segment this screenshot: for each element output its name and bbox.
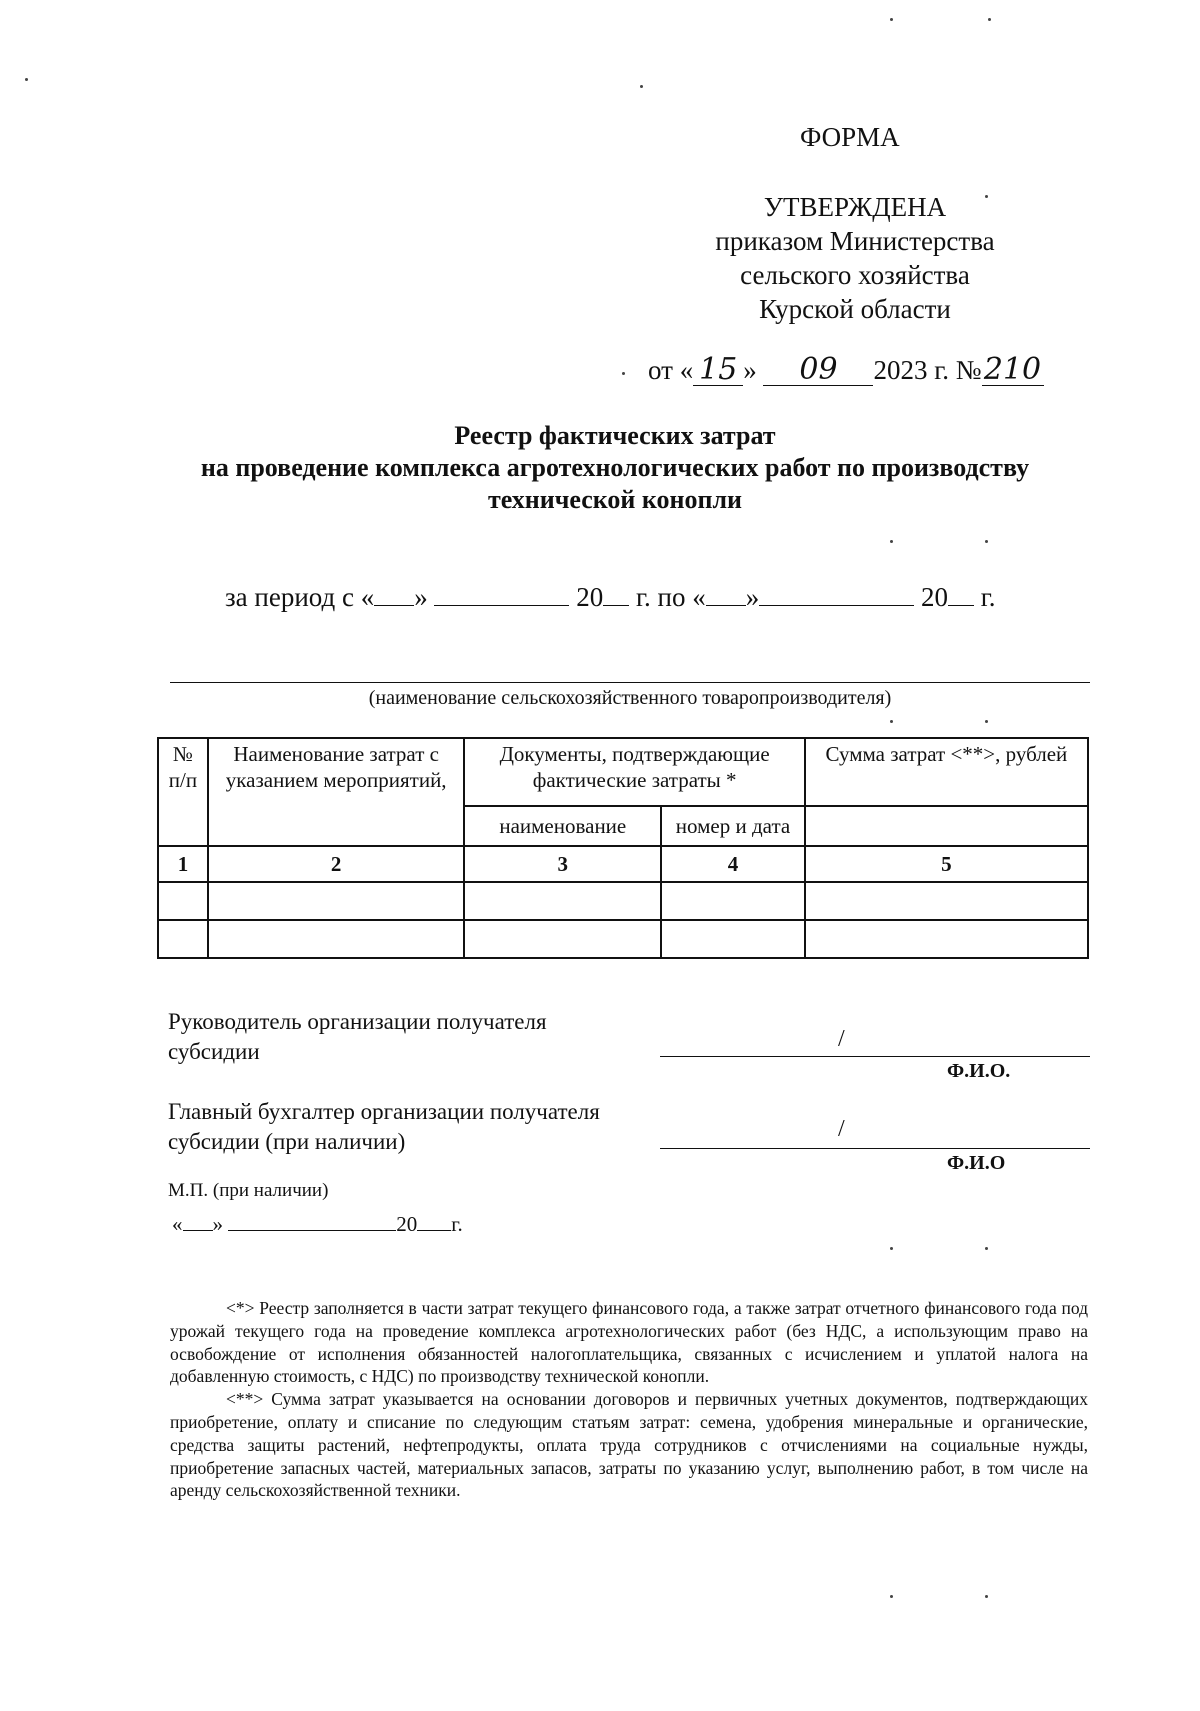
scan-speck bbox=[890, 1247, 893, 1250]
period-start-day-blank bbox=[374, 581, 414, 606]
accountant-fio-caption: Ф.И.О bbox=[947, 1152, 1006, 1174]
table-cell[interactable] bbox=[208, 882, 465, 920]
title-line-1: Реестр фактических затрат bbox=[454, 421, 776, 450]
period-start-year-blank bbox=[603, 581, 629, 606]
order-prefix: от « bbox=[648, 355, 694, 385]
head-signature-slash: / bbox=[838, 1026, 845, 1052]
period-line bbox=[225, 581, 996, 613]
scan-speck bbox=[890, 540, 893, 543]
scan-speck bbox=[988, 18, 991, 21]
order-date-line bbox=[648, 352, 1044, 387]
header-documents: Документы, подтверждающие фактические затраты * bbox=[464, 738, 804, 806]
table-cell[interactable] bbox=[464, 920, 661, 958]
order-quote-close: » bbox=[743, 355, 757, 385]
period-mid: г. по « bbox=[635, 582, 706, 612]
footnotes bbox=[170, 1297, 1088, 1502]
table-cell[interactable] bbox=[661, 882, 805, 920]
head-fio-caption: Ф.И.О. bbox=[947, 1060, 1011, 1082]
column-number-3: 3 bbox=[464, 846, 661, 882]
period-end-year-blank bbox=[948, 581, 974, 606]
document-title bbox=[150, 420, 1080, 516]
scan-speck bbox=[890, 720, 893, 723]
period-prefix: за период с « bbox=[225, 582, 375, 612]
period-q2: » bbox=[745, 582, 760, 612]
period-end-day-blank bbox=[706, 581, 746, 606]
organization-name-line bbox=[170, 682, 1090, 683]
scan-speck bbox=[985, 540, 988, 543]
date-year: 20 bbox=[396, 1212, 418, 1236]
period-year1: 20 bbox=[576, 582, 604, 612]
header-doc-number-date: номер и дата bbox=[661, 806, 805, 846]
scan-speck bbox=[622, 372, 625, 375]
accountant-signature-label: Главный бухгалтер организации получателя субсидии (при наличии) bbox=[168, 1099, 600, 1154]
head-signature-line bbox=[660, 1056, 1090, 1057]
date-suffix: г. bbox=[451, 1212, 463, 1236]
title-line-3: технической конопли bbox=[487, 485, 743, 514]
footnote-1: <*> Реестр заполняется в части затрат текущего финансового года, а также затрат отчетного финансового года под урожай текущего года на проведение комплекса агротехнологических работ (без НДС, а использующим право на освобождение от исполнения обязанностей налогоплательщика, связанных с исчислением и уплатой налога на добавленную стоимость, с НДС) по производству технической конопли. bbox=[170, 1298, 1088, 1387]
table-cell[interactable] bbox=[464, 882, 661, 920]
header-doc-name: наименование bbox=[464, 806, 661, 846]
table-row bbox=[158, 882, 1088, 920]
scan-speck bbox=[985, 1247, 988, 1250]
table-cell[interactable] bbox=[805, 882, 1088, 920]
table-cell[interactable] bbox=[805, 920, 1088, 958]
period-start-month-blank bbox=[434, 581, 569, 606]
organization-name-caption: (наименование сельскохозяйственного товаропроизводителя) bbox=[368, 687, 892, 709]
order-month: 09 bbox=[763, 355, 873, 386]
order-day: 15 bbox=[693, 355, 743, 386]
header-cost-sum: Сумма затрат <**>, рублей bbox=[805, 738, 1088, 806]
scan-speck bbox=[25, 78, 28, 81]
period-q1: » bbox=[414, 582, 428, 612]
date-year-blank bbox=[417, 1210, 451, 1231]
date-open-quote: « bbox=[172, 1212, 183, 1236]
approval-block bbox=[690, 190, 1020, 326]
order-year: 2023 г. № bbox=[873, 355, 982, 385]
date-month-blank bbox=[228, 1210, 396, 1231]
accountant-signature-line bbox=[660, 1148, 1090, 1149]
table-cell[interactable] bbox=[158, 882, 208, 920]
period-end-month-blank bbox=[759, 581, 914, 606]
header-sum-empty bbox=[805, 806, 1088, 846]
approved-line-agriculture: сельского хозяйства bbox=[740, 260, 970, 290]
table-cell[interactable] bbox=[208, 920, 465, 958]
approved-title: УТВЕРЖДЕНА bbox=[763, 192, 947, 222]
column-number-5: 5 bbox=[805, 846, 1088, 882]
scan-speck bbox=[985, 195, 988, 198]
column-number-4: 4 bbox=[661, 846, 805, 882]
title-line-2: на проведение комплекса агротехнологических работ по производству bbox=[200, 453, 1030, 482]
table-cell[interactable] bbox=[661, 920, 805, 958]
period-year2: 20 bbox=[920, 582, 948, 612]
scan-speck bbox=[640, 85, 643, 88]
scan-speck bbox=[890, 18, 893, 21]
footnote-2: <**> Сумма затрат указывается на основании договоров и первичных учетных документов, подтверждающих приобретение, оплату и списание по следующим статьям затрат: семена, удобрения минеральные и органические, средства защиты растений, нефтепродукты, оплата труда сотрудников с отчислениями на социальные нужды, приобретение запасных частей, материальных запасов, затраты по указанию услуг, выполнению работ, в том числе на аренду сельскохозяйственной техники. bbox=[170, 1389, 1088, 1501]
stamp-place-label: М.П. (при наличии) bbox=[168, 1180, 329, 1201]
head-signature-label: Руководитель организации получателя субсидии bbox=[168, 1009, 547, 1064]
form-label: ФОРМА bbox=[800, 122, 900, 152]
cost-register-table bbox=[157, 737, 1089, 959]
order-number: 210 bbox=[982, 355, 1044, 386]
approved-line-ministry: приказом Министерства bbox=[715, 226, 995, 256]
date-close-quote: » bbox=[212, 1212, 223, 1236]
scan-speck bbox=[985, 1595, 988, 1598]
column-number-1: 1 bbox=[158, 846, 208, 882]
table-number-row bbox=[158, 846, 1088, 882]
header-number: № п/п bbox=[158, 738, 208, 846]
date-day-blank bbox=[183, 1210, 213, 1231]
header-cost-name: Наименование затрат с указанием мероприятий, bbox=[208, 738, 465, 846]
table-cell[interactable] bbox=[158, 920, 208, 958]
scan-speck bbox=[985, 720, 988, 723]
scan-speck bbox=[890, 1595, 893, 1598]
signing-date-line bbox=[172, 1210, 463, 1237]
table-row bbox=[158, 920, 1088, 958]
column-number-2: 2 bbox=[208, 846, 465, 882]
approved-line-region: Курской области bbox=[759, 294, 951, 324]
period-suffix: г. bbox=[980, 582, 996, 612]
accountant-signature-slash: / bbox=[838, 1116, 845, 1142]
